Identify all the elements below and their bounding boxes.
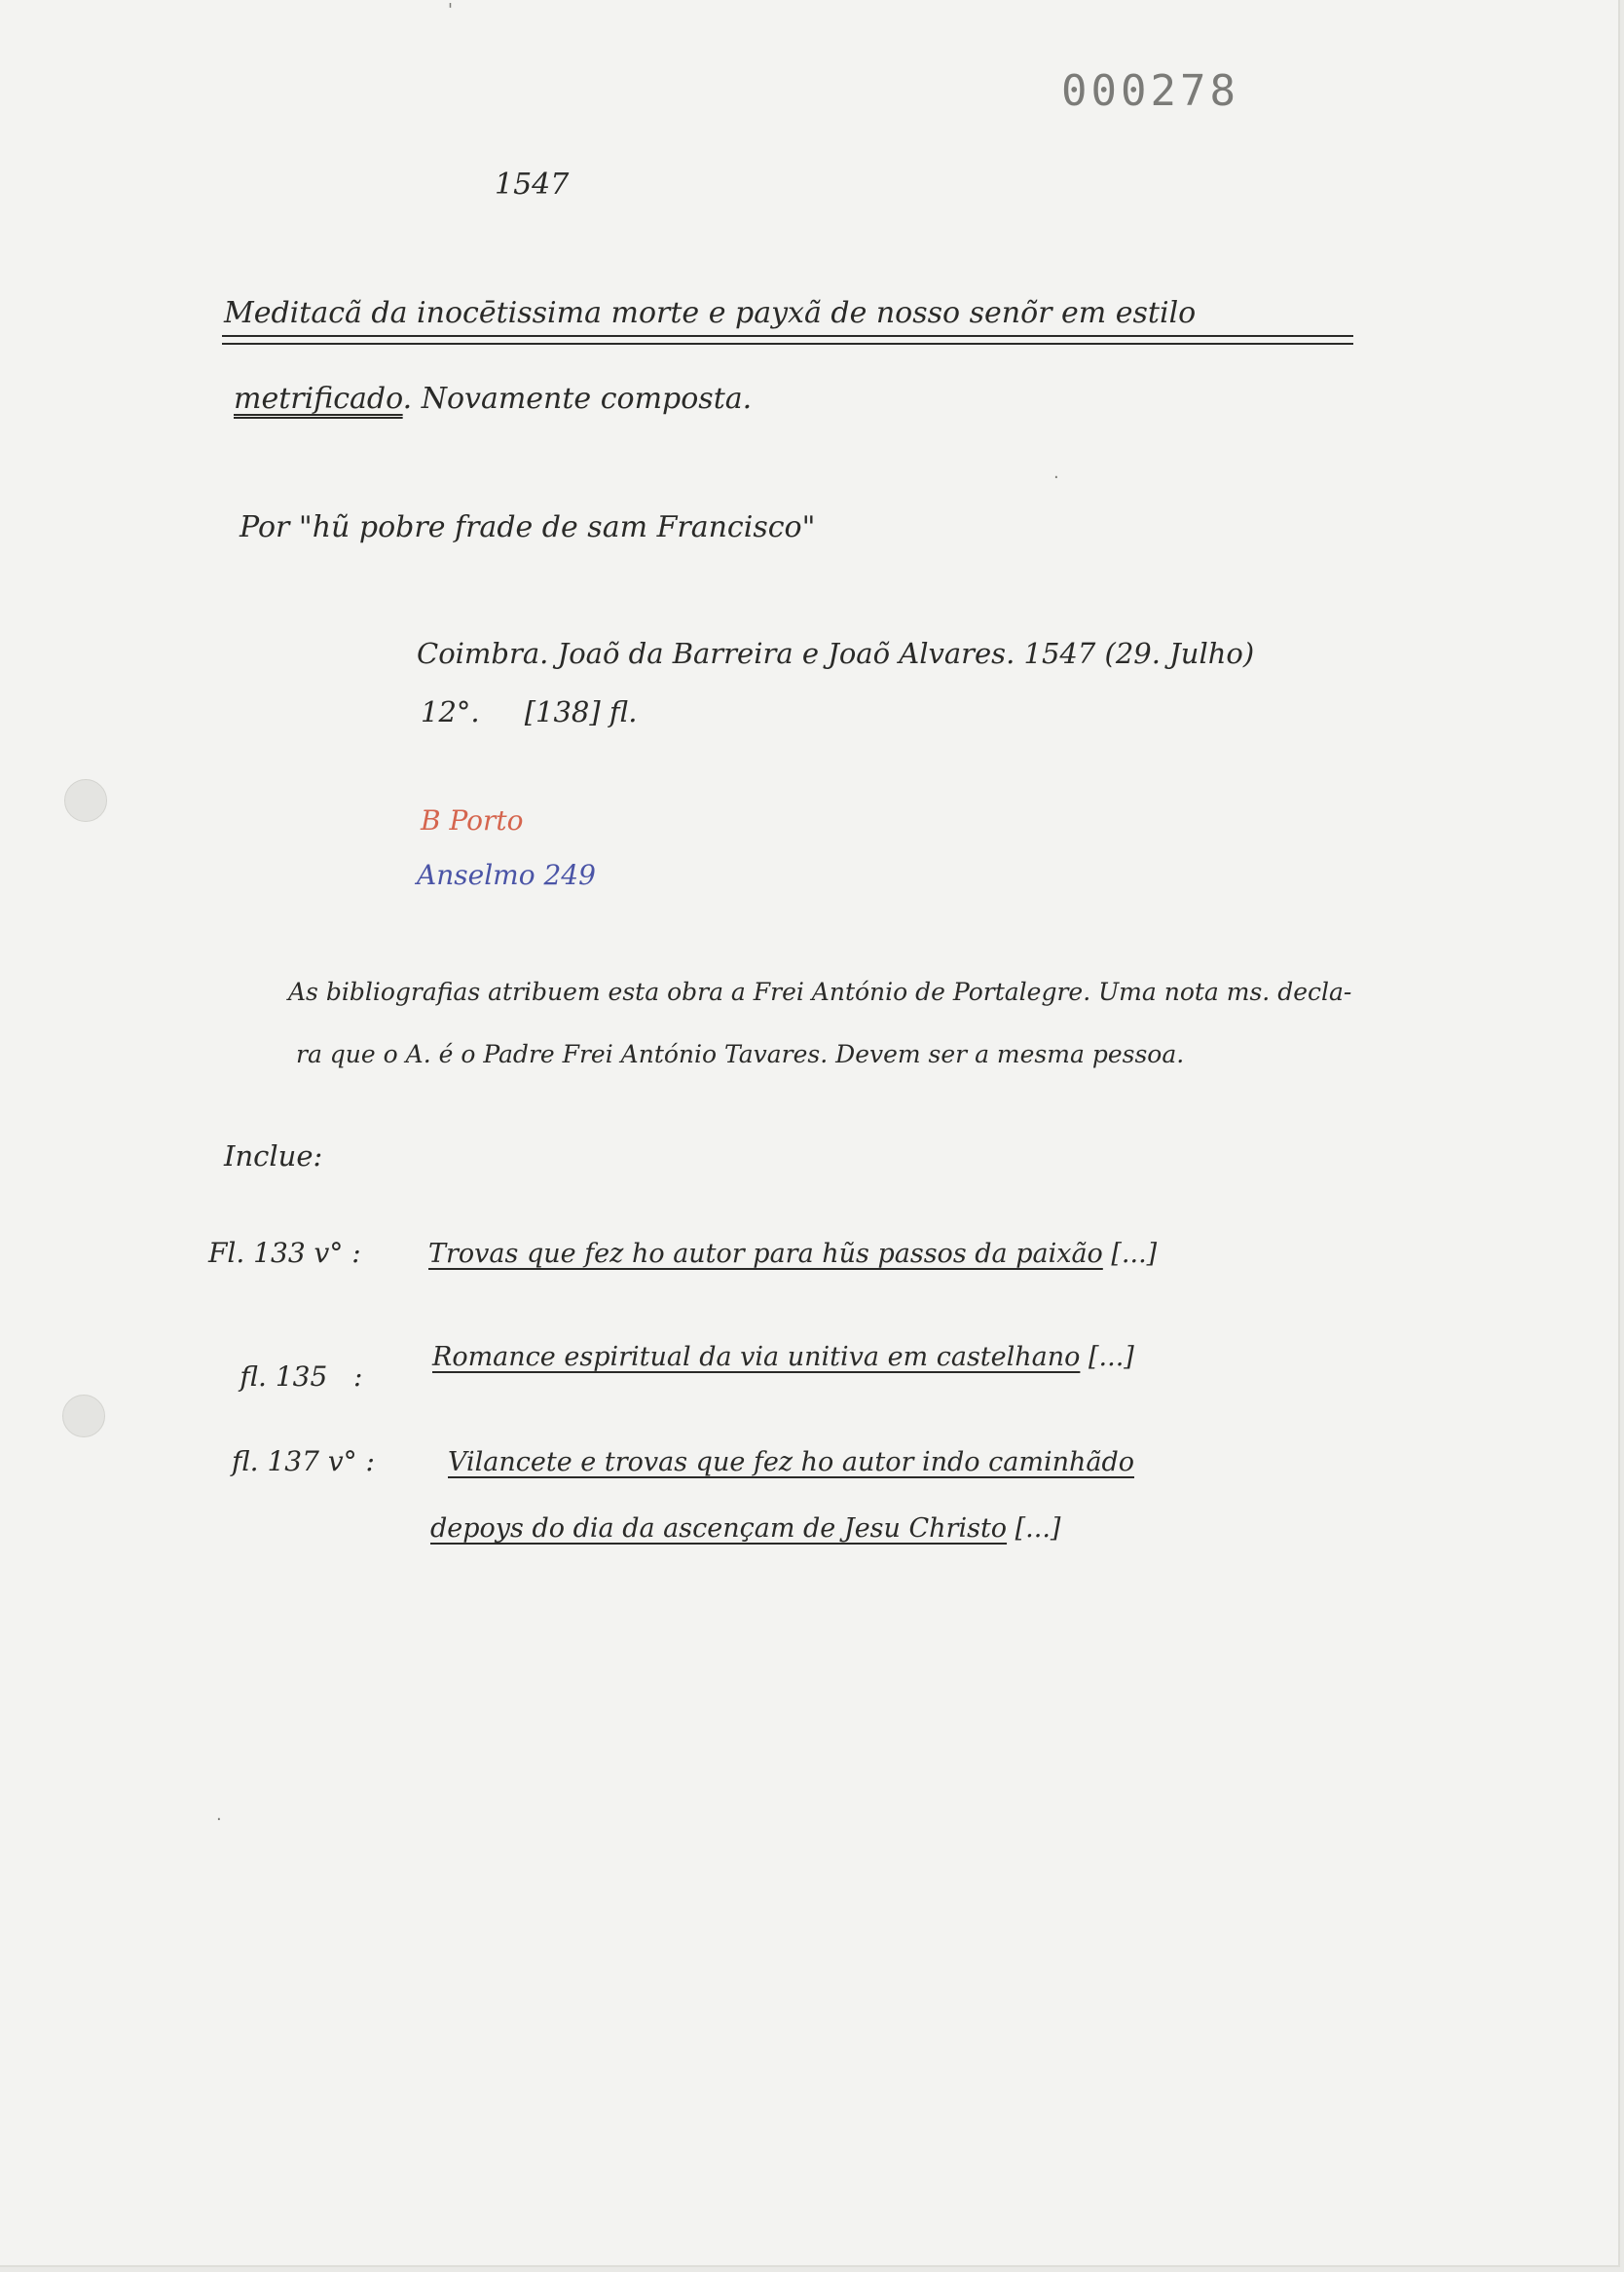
entry-2 bbox=[220, 1342, 362, 1411]
entry-3-title-line-1 bbox=[448, 1447, 1134, 1477]
entry-ref: fl. 137 v° : bbox=[232, 1445, 375, 1477]
entry-ellipsis: [...] bbox=[1007, 1513, 1061, 1544]
format-line: 12°. [138] fl. bbox=[421, 695, 638, 728]
archive-stamp-number: 000278 bbox=[1061, 66, 1239, 116]
entry-ellipsis: [...] bbox=[1080, 1342, 1134, 1372]
smudge-mark: · bbox=[1053, 467, 1059, 488]
title-line-2 bbox=[234, 382, 752, 416]
dot-mark: · bbox=[216, 1809, 222, 1830]
library-location-red: B Porto bbox=[421, 804, 524, 837]
punch-hole-top bbox=[64, 779, 107, 822]
title-line-1 bbox=[224, 296, 1196, 330]
entry-title: Trovas que fez ho autor para hũs passos da paixão bbox=[428, 1239, 1103, 1269]
entry-ref: fl. 135 : bbox=[240, 1360, 363, 1393]
title-text: Meditacã da inocētissima morte e payxã de nosso senõr em estilo bbox=[224, 296, 1197, 330]
note-line-2: ra que o A. é o Padre Frei António Tavares. Devem ser a mesma pessoa. bbox=[296, 1040, 1185, 1068]
imprint-line: Coimbra. Joaõ da Barreira e Joaõ Alvares. 1547 (29. Julho) bbox=[417, 637, 1255, 670]
includes-label: Inclue: bbox=[224, 1139, 323, 1173]
title-underlined-word: metrificado bbox=[234, 382, 403, 416]
author-line: Por "hũ pobre frade de sam Francisco" bbox=[240, 510, 816, 544]
library-location-blue: Anselmo 249 bbox=[417, 859, 596, 891]
entry-ellipsis: [...] bbox=[1102, 1239, 1158, 1269]
entry-2-title-line bbox=[432, 1342, 1134, 1372]
entry-3 bbox=[232, 1445, 375, 1477]
entry-3-title-line-2 bbox=[430, 1513, 1060, 1544]
note-line-1: As bibliografias atribuem esta obra a Frei António de Portalegre. Uma nota ms. decla- bbox=[288, 978, 1352, 1006]
entry-1-title-line bbox=[428, 1239, 1157, 1269]
entry-title: Vilancete e trovas que fez ho autor indo caminhãdo bbox=[448, 1447, 1134, 1477]
entry-title-continued: depoys do dia da ascençam de Jesu Christo bbox=[430, 1513, 1008, 1544]
entry-title: Romance espiritual da via unitiva em castelhano bbox=[432, 1342, 1081, 1372]
title-underline-1a bbox=[222, 335, 1353, 337]
pencil-mark: ' bbox=[448, 0, 453, 20]
entry-ref: Fl. 133 v° : bbox=[208, 1237, 361, 1269]
title-underline-1b bbox=[222, 343, 1353, 345]
punch-hole-bottom bbox=[62, 1395, 105, 1437]
title-line-2-rest: . Novamente composta. bbox=[402, 382, 753, 416]
entry-1 bbox=[208, 1237, 361, 1269]
publication-year: 1547 bbox=[495, 168, 570, 202]
